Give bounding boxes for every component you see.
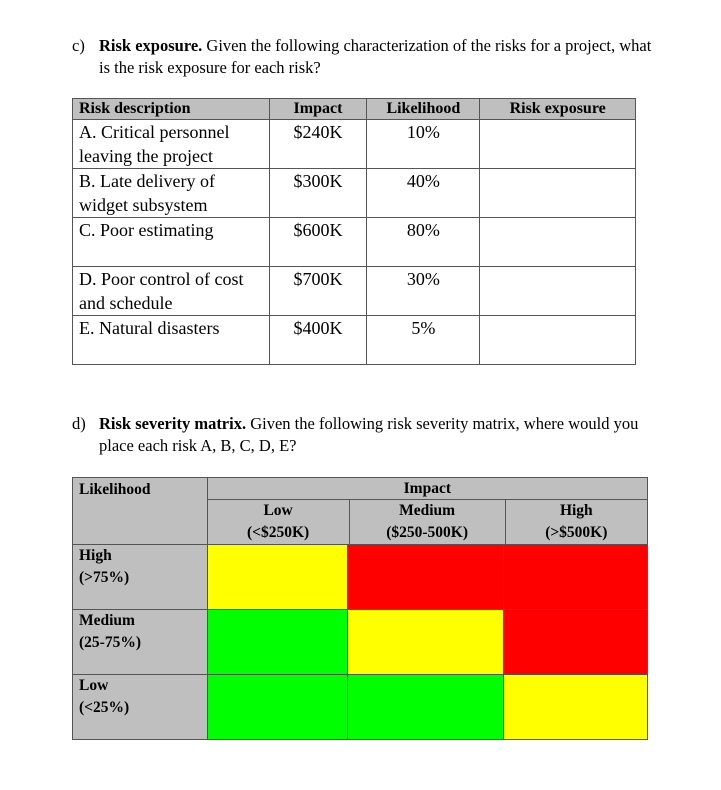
impact-col-range: (>$500K) [545,524,608,541]
risk-impact: $400K [269,316,367,365]
risk-description: D. Poor control of cost and schedule [73,267,270,316]
matrix-header-row [73,478,648,545]
impact-col-name: Low [263,502,293,519]
risk-impact: $300K [269,169,367,218]
table-row [73,169,636,218]
header-impact: Impact [269,99,367,120]
question-c-title: Risk exposure. [99,36,203,55]
risk-likelihood: 10% [367,120,480,169]
matrix-cell-low-high[interactable] [504,675,648,740]
table-row [73,120,636,169]
header-risk-exposure: Risk exposure [480,99,636,120]
table-row [73,218,636,267]
likelihood-axis-label [73,478,208,545]
risk-description: B. Late delivery of widget subsystem [73,169,270,218]
matrix-cell-low-low[interactable] [207,675,348,740]
impact-axis-label: Impact [208,478,647,500]
risk-description: E. Natural disasters [73,316,270,365]
risk-impact: $600K [269,218,367,267]
table-row [73,316,636,365]
matrix-row-low [73,675,648,740]
risk-impact: $700K [269,267,367,316]
matrix-cell-high-high[interactable] [504,545,648,610]
likelihood-range: (<25%) [79,699,130,716]
matrix-cell-medium-medium[interactable] [348,610,504,675]
likelihood-medium [73,610,208,675]
question-d-body: Given the following risk severity matrix, where would you place each risk A, B, C, D, E? [99,414,639,455]
impact-col-low [208,500,350,544]
impact-header [207,478,647,545]
question-c-label: c) [72,36,85,55]
likelihood-low [73,675,208,740]
header-likelihood: Likelihood [367,99,480,120]
matrix-cell-high-medium[interactable] [348,545,504,610]
question-c-body: Given the following characterization of the risks for a project, what is the risk exposure for each risk? [99,36,652,77]
matrix-cell-medium-low[interactable] [207,610,348,675]
table-row [73,267,636,316]
risk-exposure-cell[interactable] [480,218,636,267]
table-header-row [73,99,636,120]
likelihood-axis-text: Likelihood [79,481,151,498]
risk-impact: $240K [269,120,367,169]
matrix-row-high [73,545,648,610]
impact-col-name: Medium [399,502,456,519]
header-risk-description: Risk description [73,99,270,120]
risk-description: C. Poor estimating [73,218,270,267]
impact-col-medium [350,500,506,544]
question-d-title: Risk severity matrix. [99,414,247,433]
risk-likelihood: 80% [367,218,480,267]
likelihood-range: (25-75%) [79,634,141,651]
likelihood-name: Low [79,677,109,694]
risk-exposure-table [72,98,636,365]
risk-severity-matrix [72,477,648,740]
matrix-cell-medium-high[interactable] [504,610,648,675]
risk-description: A. Critical personnel leaving the project [73,120,270,169]
likelihood-name: Medium [79,612,135,629]
impact-col-range: ($250-500K) [386,524,468,541]
question-d-label: d) [72,414,86,433]
risk-exposure-cell[interactable] [480,169,636,218]
risk-exposure-cell[interactable] [480,267,636,316]
risk-exposure-cell[interactable] [480,316,636,365]
likelihood-range: (>75%) [79,569,130,586]
impact-col-range: (<$250K) [247,524,310,541]
matrix-cell-low-medium[interactable] [348,675,504,740]
risk-likelihood: 30% [367,267,480,316]
risk-exposure-cell[interactable] [480,120,636,169]
matrix-cell-high-low[interactable] [207,545,348,610]
impact-col-high [506,500,647,544]
matrix-row-medium [73,610,648,675]
risk-likelihood: 5% [367,316,480,365]
likelihood-name: High [79,547,112,564]
impact-col-name: High [559,502,593,519]
likelihood-high [73,545,208,610]
risk-likelihood: 40% [367,169,480,218]
